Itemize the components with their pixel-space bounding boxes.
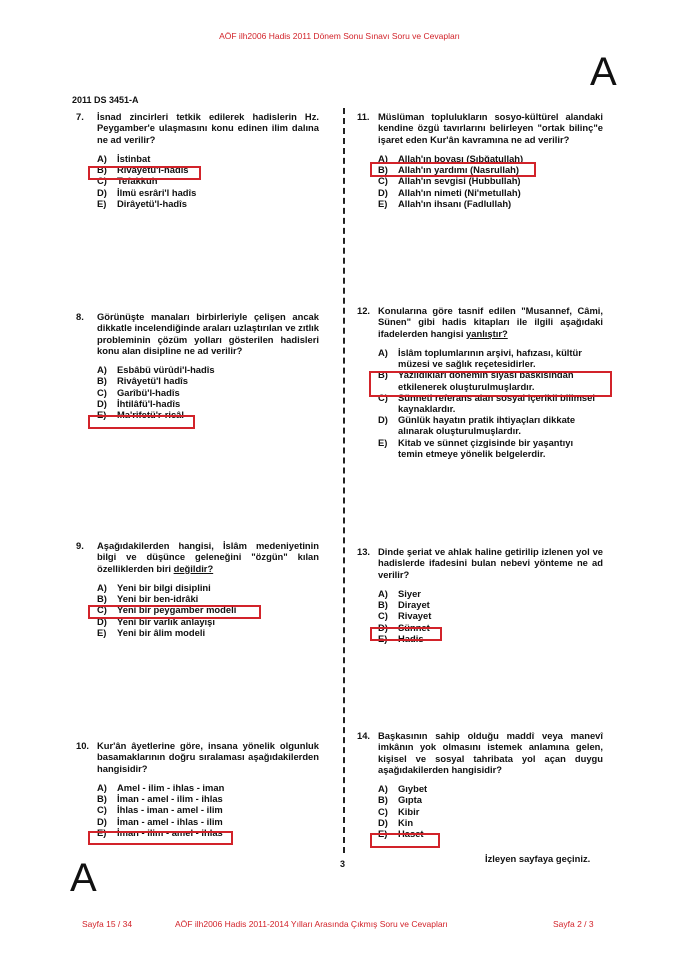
answer-highlight-q8 [88, 415, 195, 429]
answer-highlight-q13 [370, 627, 442, 641]
question-stem: Aşağıdakilerden hangisi, İslâm medeniyetinin bilgi ve düşünce geleneğini "özgün" kılan özelliklerden biri değildir? [97, 540, 319, 574]
question-8 [76, 311, 319, 420]
footer-left: Sayfa 15 / 34 [82, 919, 133, 929]
option-c[interactable]: C) Sünneti referans alan sosyal içerikli bilimsel kaynaklardır. [378, 391, 595, 414]
question-number: 13. [357, 546, 371, 557]
option-b[interactable]: B) İman - amel - ilim - ihlas [97, 793, 223, 805]
option-d[interactable]: D) İhtilâfü'l-hadîs [97, 397, 181, 409]
question-stem: Başkasının sahip olduğu maddî veya manevî imkânın yok olmasını istemek anlamına gelen, kişisel ve sosyal tahribata yol açan duygu aşağıdakilerden hangisidir? [378, 730, 603, 775]
question-7 [76, 111, 319, 209]
option-e[interactable]: E) Dirâyetü'l-hadîs [97, 197, 187, 209]
option-e[interactable]: E) Yeni bir âlim modeli [97, 626, 206, 638]
option-list [97, 782, 319, 838]
booklet-letter-top: A [590, 50, 617, 94]
answer-highlight-q14 [370, 833, 440, 848]
option-d[interactable]: D) İlmü esrâri'l hadîs [97, 186, 197, 198]
option-a[interactable]: A) Amel - ilim - ihlas - iman [97, 781, 225, 793]
option-list [97, 364, 319, 420]
question-number: 12. [357, 305, 371, 316]
option-a[interactable]: A) Esbâbü vürûdi'l-hadîs [97, 364, 215, 376]
option-d[interactable]: D) İman - amel - ihlas - ilim [97, 815, 223, 827]
option-e[interactable]: E) Kitab ve sünnet çizgisinde bir yaşantıyı temin etmeye yönelik belgelerdir. [378, 436, 574, 459]
answer-highlight-q12 [369, 371, 612, 397]
question-number: 11. [357, 111, 370, 122]
stem-emphasis: yanlıştır? [466, 327, 508, 339]
next-page-note: İzleyen sayfaya geçiniz. [485, 853, 591, 864]
option-c[interactable]: C) Kibir [378, 805, 420, 817]
footer-center: AÖF ilh2006 Hadis 2011-2014 Yılları Arasında Çıkmış Soru ve Cevapları [175, 919, 448, 929]
option-c[interactable]: C) Tefakkuh [97, 175, 158, 187]
option-list [378, 783, 603, 839]
option-d[interactable]: D) Sünnet [378, 621, 430, 633]
option-a[interactable]: A) Yeni bir bilgi disiplini [97, 581, 211, 593]
question-number: 10. [76, 740, 90, 751]
document-header: AÖF ilh2006 Hadis 2011 Dönem Sonu Sınavı Soru ve Cevapları [219, 31, 460, 41]
column-divider [343, 108, 345, 853]
option-c[interactable]: C) Rivayet [378, 610, 432, 622]
question-14 [357, 730, 603, 839]
option-d[interactable]: D) Allah'ın nimeti (Ni'metullah) [378, 186, 521, 198]
option-a[interactable]: A) İstinbat [97, 152, 151, 164]
question-9 [76, 540, 319, 638]
option-e[interactable]: E) Ma'rifetü'r-ricâl [97, 409, 184, 420]
question-number: 8. [76, 311, 84, 322]
footer-right: Sayfa 2 / 3 [553, 919, 594, 929]
page-number: 3 [340, 859, 346, 869]
question-10 [76, 740, 319, 838]
option-b[interactable]: B) Allah'ın yardımı (Nasrullah) [378, 164, 520, 176]
answer-highlight-q11 [370, 162, 536, 177]
option-d[interactable]: D) Yeni bir varlık anlayışı [97, 615, 215, 627]
question-stem: Kur'ân âyetlerine göre, insana yönelik olgunluk basamaklarının doğru sıralaması aşağıdakilerden hangisidir? [97, 740, 319, 774]
answer-highlight-q7 [88, 166, 201, 180]
exam-code: 2011 DS 3451-A [72, 95, 139, 105]
answer-highlight-q9 [88, 605, 261, 619]
question-number: 9. [76, 540, 84, 551]
booklet-letter-bottom: A [70, 856, 97, 900]
option-a[interactable]: A) Gıybet [378, 783, 428, 795]
option-a[interactable]: A) Siyer [378, 587, 421, 599]
answer-highlight-q10 [88, 831, 233, 845]
stem-emphasis: değildir? [173, 562, 214, 574]
option-c[interactable]: C) İhlas - iman - amel - ilim [97, 804, 223, 816]
question-11 [357, 111, 603, 209]
question-number: 14. [357, 730, 371, 741]
option-b[interactable]: B) Gıpta [378, 794, 422, 806]
option-list [97, 153, 319, 209]
question-stem: İsnad zincirleri tetkik edilerek hadislerin Hz. Peygamber'e ulaşmasını konu edinen ilim dalına ne ad verilir? [97, 111, 319, 145]
option-list [378, 347, 603, 459]
question-stem: Konularına göre tasnif edilen "Musannef, Câmi, Sünen" gibi hadis kitapları ile ilgili aşağıdaki ifadelerden hangisi yanlıştır? [378, 305, 603, 339]
option-a[interactable]: A) Allah'ın boyası (Sıbğatullah) [378, 152, 524, 164]
option-e[interactable]: E) İman - ilim - amel - ihlas [97, 826, 223, 838]
option-d[interactable]: D) Kin [378, 816, 414, 828]
question-stem: Dinde şeriat ve ahlak haline getirilip izlenen yol ve hadislerde ifadesini bulan nebevi yönteme ne ad verilir? [378, 546, 603, 580]
option-b[interactable]: B) Rivâyetü'l-hadîs [97, 164, 189, 176]
question-stem: Müslüman toplulukların sosyo-kültürel alandaki kendine özgü tavırlarını belirleyen "ortak bilinç"e işaret eden Kur'ân kavramına ne ad verilir? [378, 111, 603, 145]
option-b[interactable]: B) Dirayet [378, 599, 430, 611]
option-e[interactable]: E) Hadis [378, 632, 424, 644]
option-c[interactable]: C) Yeni bir peygamber modeli [97, 604, 237, 616]
question-stem: Görünüşte manaları birbirleriyle çelişen ancak dikkatle incelendiğinde araları uzlaştırılan ve zıtlık probleminin çözüm yolları gösterilen hadisleri konu alan disipline ne ad verilir? [97, 311, 319, 356]
option-e[interactable]: E) Allah'ın ihsanı (Fadlullah) [378, 197, 512, 209]
option-b[interactable]: B) Yazıldıkları dönemin siyasi baskısından etkilenerek oluşturulmuşlardır. [378, 369, 574, 392]
question-number: 7. [76, 111, 84, 122]
option-d[interactable]: D) Günlük hayatın pratik ihtiyaçları dikkate alınarak oluşturulmuşlardır. [378, 414, 576, 437]
option-b[interactable]: B) Rivâyetü'l hadîs [97, 375, 189, 387]
option-e[interactable]: E) Haset [378, 828, 424, 839]
option-a[interactable]: A) İslâm toplumlarının arşivi, hafızası, kültür müzesi ve sağlık reçetesidirler. [378, 346, 582, 370]
option-b[interactable]: B) Yeni bir ben-idrâki [97, 593, 199, 605]
option-c[interactable]: C) Allah'ın sevgisi (Hubbullah) [378, 175, 521, 187]
option-c[interactable]: C) Garîbü'l-hadîs [97, 386, 180, 398]
